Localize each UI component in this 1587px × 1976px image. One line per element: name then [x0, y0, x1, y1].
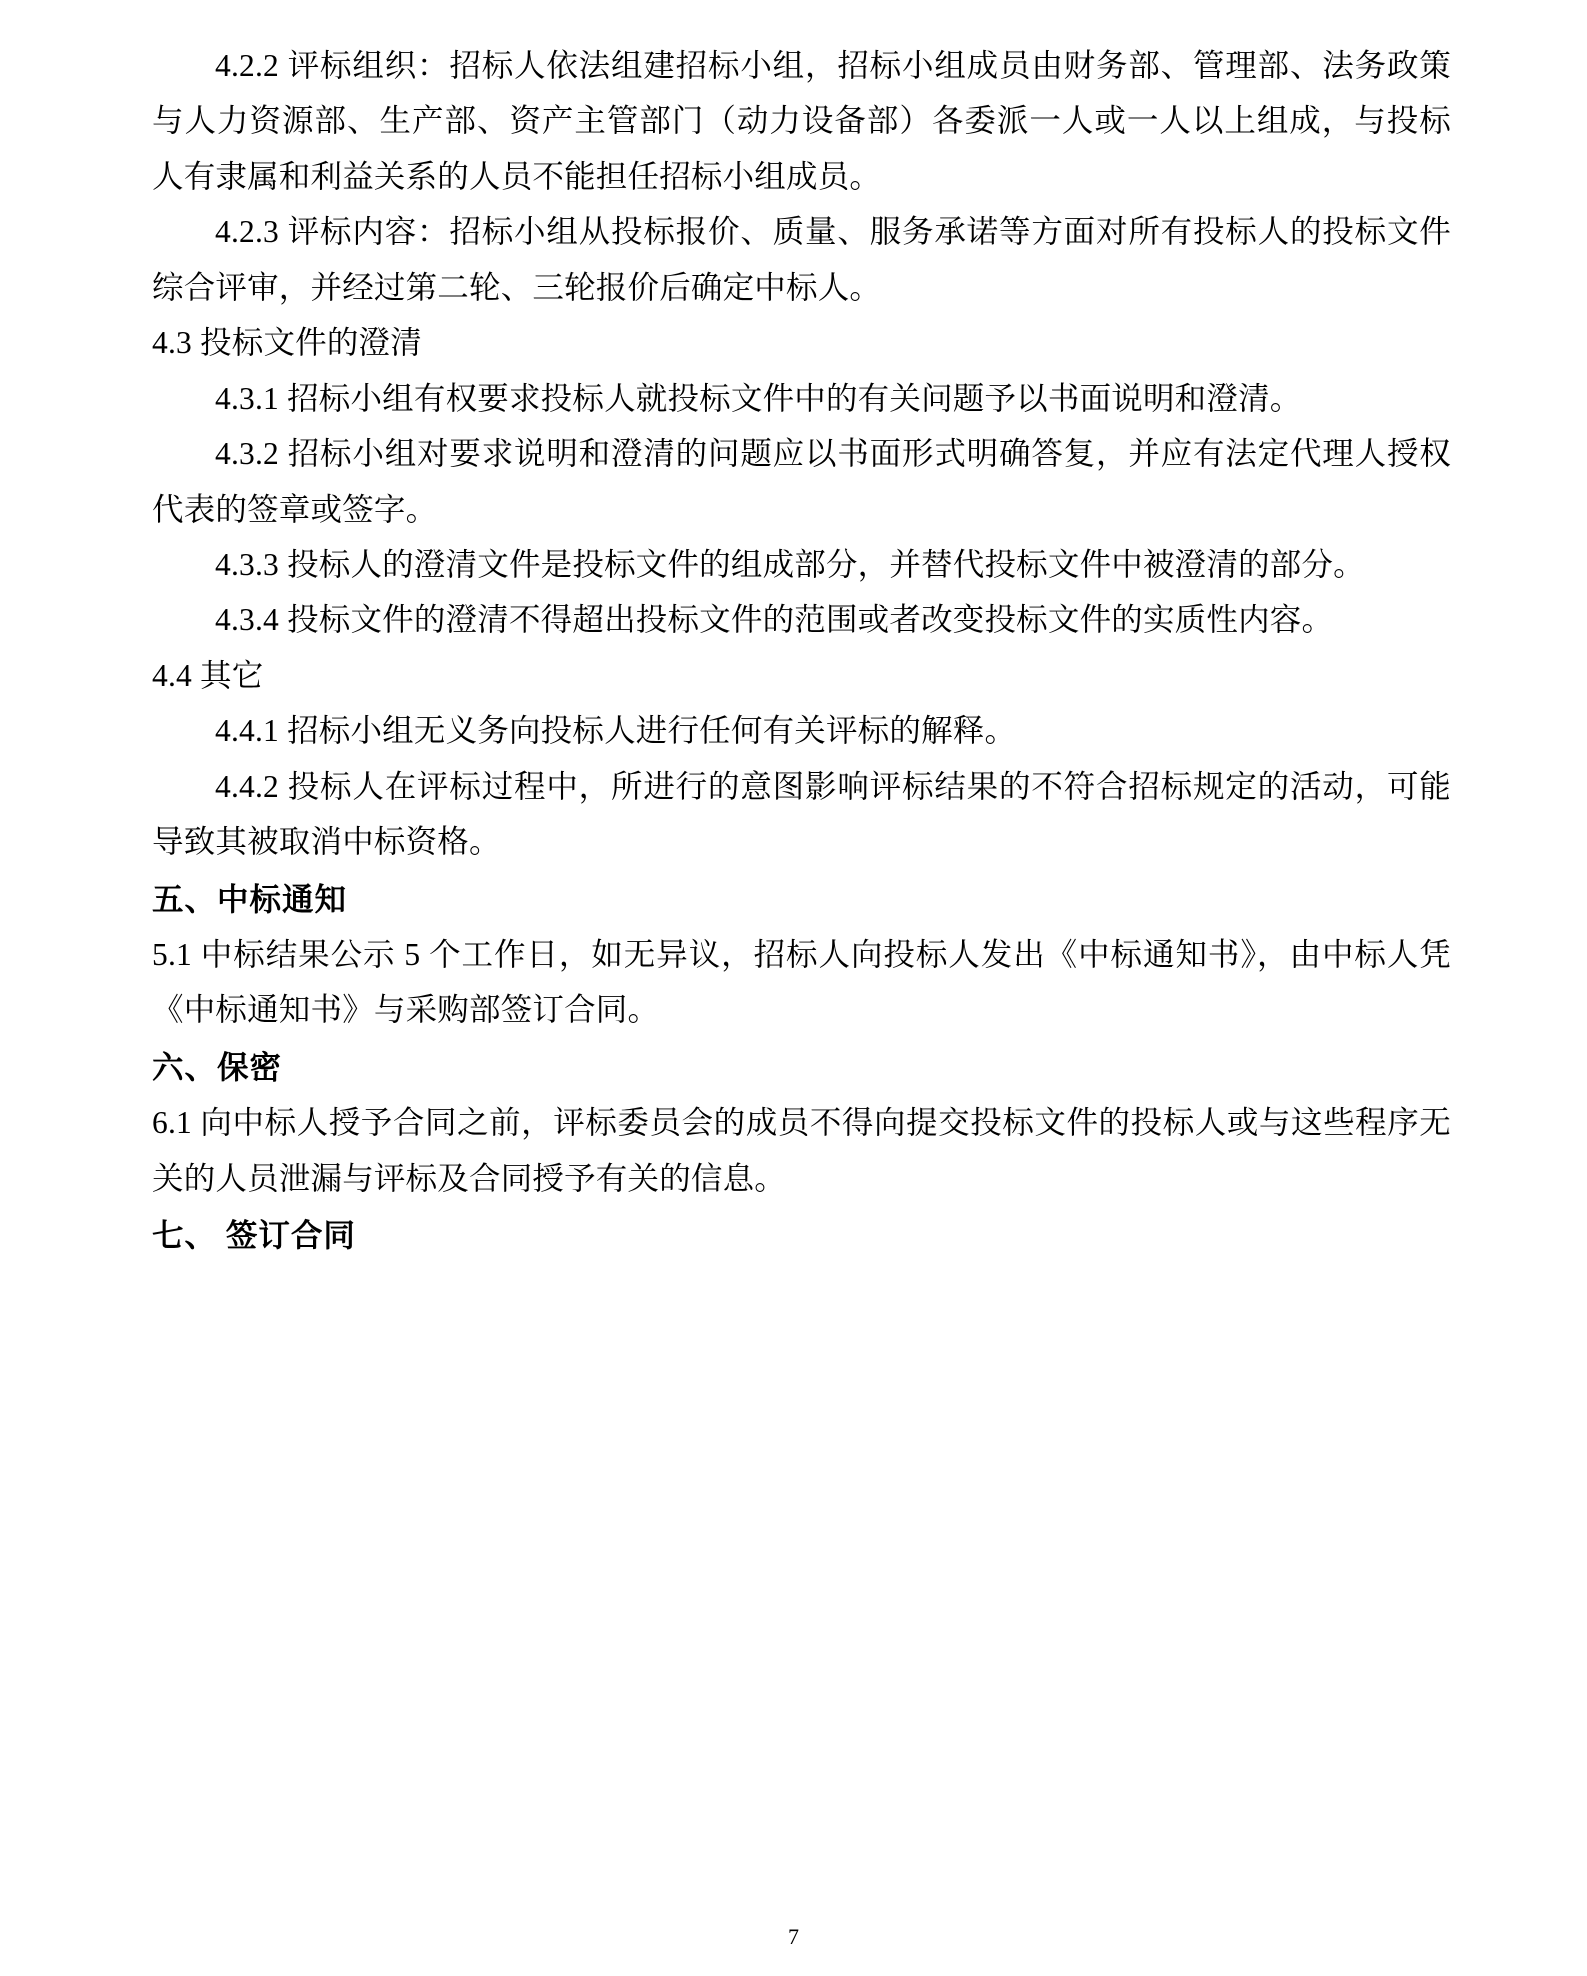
section-heading-5: 五、中标通知 — [152, 881, 348, 917]
paragraph-4-3-3: 4.3.3 投标人的澄清文件是投标文件的组成部分，并替代投标文件中被澄清的部分。 — [215, 546, 1365, 582]
page-number: 7 — [788, 1924, 799, 1949]
paragraph-4-3-2: 4.3.2 招标小组对要求说明和澄清的问题应以书面形式明确答复，并应有法定代理人授权代表的签章或签字。 — [152, 436, 1451, 527]
paragraph-4-4-1: 4.4.1 招标小组无义务向投标人进行任何有关评标的解释。 — [215, 713, 1017, 749]
paragraph-4-3-4: 4.3.4 投标文件的澄清不得超出投标文件的范围或者改变投标文件的实质性内容。 — [215, 602, 1334, 638]
section-heading-6: 六、保密 — [152, 1049, 283, 1085]
section-heading-4-4: 4.4 其它 — [152, 657, 264, 693]
paragraph-4-2-3: 4.2.3 评标内容：招标小组从投标报价、质量、服务承诺等方面对所有投标人的投标文件综合评审，并经过第二轮、三轮报价后确定中标人。 — [152, 214, 1451, 305]
section-heading-7: 七、 签订合同 — [152, 1218, 356, 1254]
paragraph-4-2-2: 4.2.2 评标组织：招标人依法组建招标小组，招标小组成员由财务部、管理部、法务政策与人力资源部、生产部、资产主管部门（动力设备部）各委派一人或一人以上组成，与投标人有隶属和利益关系的人员不能担任招标小组成员。 — [152, 48, 1451, 194]
document-body — [152, 38, 1451, 1264]
paragraph-4-3-1: 4.3.1 招标小组有权要求投标人就投标文件中的有关问题予以书面说明和澄清。 — [215, 380, 1302, 416]
section-heading-4-3: 4.3 投标文件的澄清 — [152, 325, 422, 361]
paragraph-5-1: 5.1 中标结果公示 5 个工作日，如无异议，招标人向投标人发出《中标通知书》，由中标人凭《中标通知书》与采购部签订合同。 — [152, 937, 1451, 1028]
paragraph-6-1: 6.1 向中标人授予合同之前，评标委员会的成员不得向提交投标文件的投标人或与这些程序无关的人员泄漏与评标及合同授予有关的信息。 — [152, 1105, 1451, 1196]
paragraph-4-4-2: 4.4.2 投标人在评标过程中，所进行的意图影响评标结果的不符合招标规定的活动，可能导致其被取消中标资格。 — [152, 768, 1451, 860]
